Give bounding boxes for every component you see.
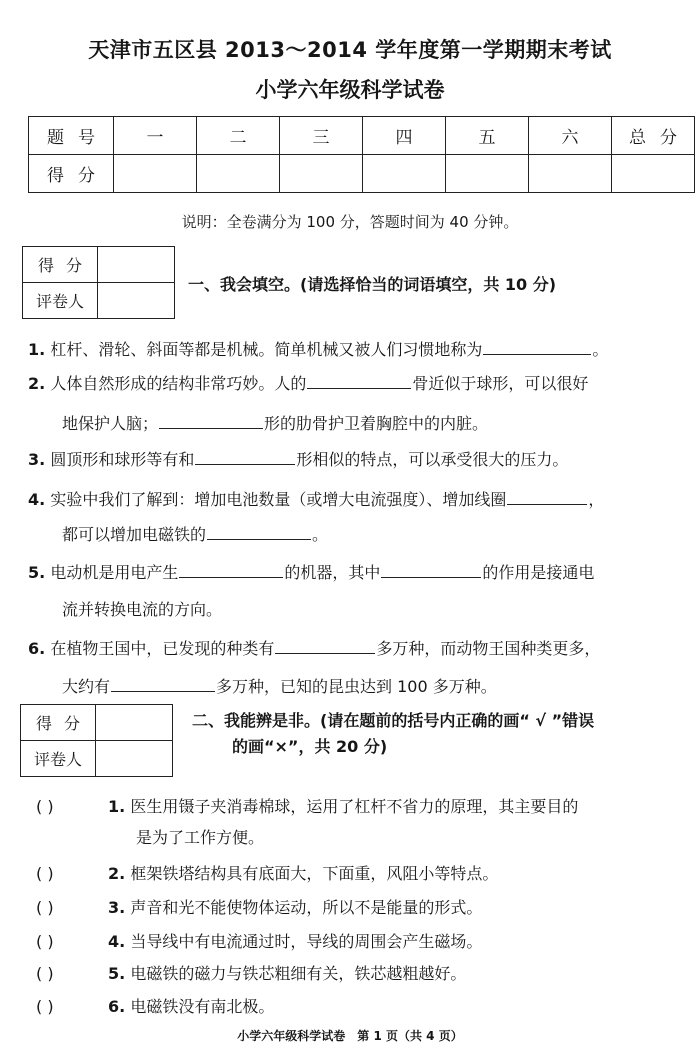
answer-parentheses[interactable]: ( ) [36, 797, 54, 816]
score-cell[interactable] [612, 155, 695, 193]
grader-label: 评卷人 [21, 741, 96, 777]
section-2-heading-line-2: 的画“×”，共 20 分) [232, 737, 388, 756]
true-false-item-3 [36, 896, 482, 920]
question-text: 多万种，而动物王国种类更多， [376, 639, 601, 658]
question-text: 都可以增加电磁铁的 [62, 525, 207, 544]
score-row-label: 得分 [29, 155, 114, 193]
question-5-continued [62, 598, 222, 622]
score-cell[interactable] [114, 155, 197, 193]
item-text: 电磁铁没有南北极。 [130, 997, 275, 1016]
score-cell[interactable] [363, 155, 446, 193]
page-footer: 小学六年级科学试卷 第 1 页（共 4 页） [237, 1029, 463, 1043]
exam-subtitle: 小学六年级科学试卷 [255, 78, 445, 102]
question-text: 地保护人脑； [62, 414, 159, 433]
item-number: 2. [108, 864, 126, 883]
question-text: 圆顶形和球形等有和 [50, 450, 195, 469]
question-5 [28, 560, 594, 585]
item-number: 5. [108, 964, 126, 983]
answer-blank[interactable] [179, 560, 283, 578]
question-text: 。 [312, 525, 329, 544]
grader-name-cell[interactable] [96, 741, 173, 777]
section-1-heading: 一、我会填空。(请选择恰当的词语填空，共 10 分) [188, 275, 557, 294]
question-text: 电动机是用电产生 [50, 563, 179, 582]
true-false-item-5 [36, 962, 466, 986]
question-2-continued [62, 411, 488, 436]
question-4-continued [62, 522, 328, 547]
item-text: 框架铁塔结构具有底面大，下面重，风阻小等特点。 [130, 864, 499, 883]
true-false-item-1 [36, 795, 578, 819]
score-table [28, 116, 695, 193]
question-6-continued [62, 674, 497, 699]
question-3 [28, 447, 568, 472]
item-text: 是为了工作方便。 [136, 828, 265, 847]
exam-instructions: 说明：全卷满分为 100 分，答题时间为 40 分钟。 [181, 213, 519, 231]
score-header-cell: 三 [280, 117, 363, 155]
answer-blank[interactable] [159, 411, 263, 429]
item-number: 3. [108, 898, 126, 917]
answer-parentheses[interactable]: ( ) [36, 964, 54, 983]
grader-label: 评卷人 [23, 283, 98, 319]
question-text: 骨近似于球形，可以很好 [412, 374, 589, 393]
score-header-cell: 总分 [612, 117, 695, 155]
item-text: 医生用镊子夹消毒棉球，运用了杠杆不省力的原理，其主要目的 [130, 797, 579, 816]
question-2 [28, 371, 588, 396]
item-text: 声音和光不能使物体运动，所以不是能量的形式。 [130, 898, 483, 917]
question-4 [28, 487, 604, 512]
grader-box-section-2 [20, 704, 173, 777]
answer-blank[interactable] [307, 371, 411, 389]
answer-parentheses[interactable]: ( ) [36, 997, 54, 1016]
question-number: 3. [28, 450, 46, 469]
answer-blank[interactable] [381, 560, 481, 578]
question-text: 。 [592, 340, 609, 359]
section-2-heading-line-1: 二、我能辨是非。(请在题前的括号内正确的画“ √ ”错误 [192, 711, 595, 730]
score-header-cell: 四 [363, 117, 446, 155]
question-text: ， [588, 490, 605, 509]
question-number: 1. [28, 340, 46, 359]
item-number: 6. [108, 997, 126, 1016]
item-text: 当导线中有电流通过时，导线的周围会产生磁场。 [130, 932, 483, 951]
question-1 [28, 337, 608, 362]
answer-parentheses[interactable]: ( ) [36, 898, 54, 917]
score-header-cell: 一 [114, 117, 197, 155]
grader-score-label: 得分 [23, 247, 98, 283]
answer-blank[interactable] [207, 522, 311, 540]
grader-box-section-1 [22, 246, 175, 319]
answer-parentheses[interactable]: ( ) [36, 864, 54, 883]
grader-score-cell[interactable] [96, 705, 173, 741]
grader-score-cell[interactable] [98, 247, 175, 283]
item-text: 电磁铁的磁力与铁芯粗细有关，铁芯越粗越好。 [130, 964, 467, 983]
section-2-heading [192, 708, 692, 760]
item-number: 1. [108, 797, 126, 816]
question-6 [28, 636, 600, 661]
score-cell[interactable] [529, 155, 612, 193]
grader-name-cell[interactable] [98, 283, 175, 319]
true-false-item-6 [36, 995, 274, 1019]
answer-blank[interactable] [483, 337, 591, 355]
question-number: 4. [28, 490, 46, 509]
question-number: 6. [28, 639, 46, 658]
question-text: 大约有 [62, 677, 111, 696]
item-number: 4. [108, 932, 126, 951]
grader-score-label: 得分 [21, 705, 96, 741]
question-text: 流并转换电流的方向。 [62, 600, 223, 619]
answer-blank[interactable] [275, 636, 375, 654]
question-text: 形的肋骨护卫着胸腔中的内脏。 [264, 414, 489, 433]
score-header-cell: 五 [446, 117, 529, 155]
question-number: 2. [28, 374, 46, 393]
exam-title: 天津市五区县 2013～2014 学年度第一学期期末考试 [88, 38, 612, 62]
score-cell[interactable] [197, 155, 280, 193]
true-false-item-1-continued [136, 826, 264, 850]
score-header-cell: 二 [197, 117, 280, 155]
score-cell[interactable] [446, 155, 529, 193]
score-header-cell: 六 [529, 117, 612, 155]
question-text: 在植物王国中，已发现的种类有 [50, 639, 275, 658]
answer-blank[interactable] [507, 487, 587, 505]
question-number: 5. [28, 563, 46, 582]
score-header-cell: 题号 [29, 117, 114, 155]
score-table-header-row [29, 117, 695, 155]
answer-blank[interactable] [111, 674, 215, 692]
question-text: 杠杆、滑轮、斜面等都是机械。简单机械又被人们习惯地称为 [50, 340, 483, 359]
score-cell[interactable] [280, 155, 363, 193]
true-false-item-2 [36, 862, 498, 886]
question-text: 的机器，其中 [284, 563, 381, 582]
answer-parentheses[interactable]: ( ) [36, 932, 54, 951]
question-text: 多万种，已知的昆虫达到 100 多万种。 [216, 677, 497, 696]
question-text: 实验中我们了解到：增加电池数量（或增大电流强度）、增加线圈 [50, 490, 507, 509]
score-table-score-row [29, 155, 695, 193]
question-text: 的作用是接通电 [482, 563, 595, 582]
answer-blank[interactable] [195, 447, 295, 465]
question-text: 形相似的特点，可以承受很大的压力。 [296, 450, 569, 469]
question-text: 人体自然形成的结构非常巧妙。人的 [50, 374, 307, 393]
true-false-item-4 [36, 930, 482, 954]
